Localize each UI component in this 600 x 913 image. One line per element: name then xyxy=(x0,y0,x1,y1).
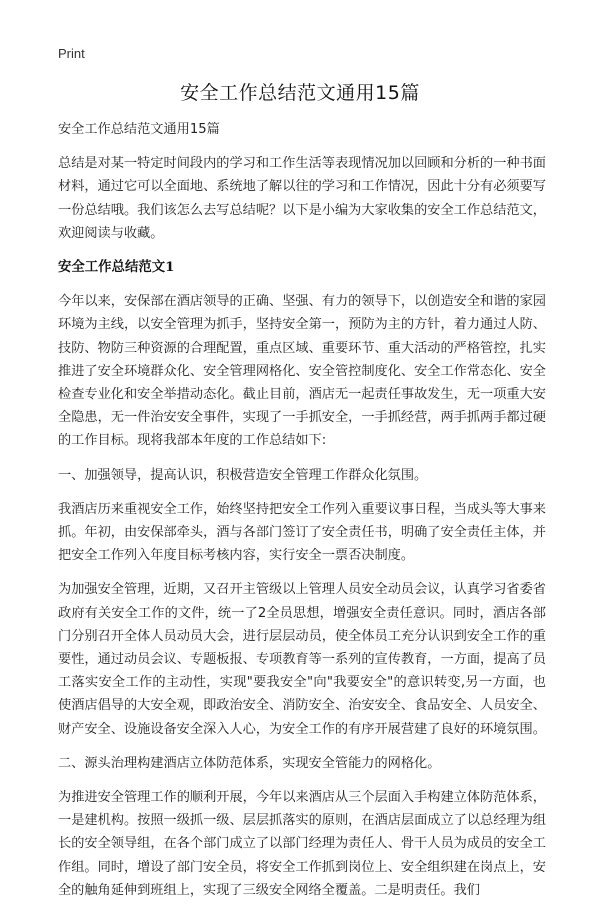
section-subheading: 一、加强领导，提高认识，积极营造安全管理工作群众化氛围。 xyxy=(58,467,428,483)
body-paragraph: 为加强安全管理，近期，又召开主管级以上管理人员安全动员会议，认真学习省委省政府有关安全工作的文件，统一了2全员思想，增强安全责任意识。同时，酒店各部门分别召开全体人员动员大会，进行层层动员，使全体员工充分认识到安全工作的重要性，通过动员会议、专题板报、专项教育等一系列的宣传教育，一方面，提高了员工落实安全工作的主动性，实现"要我安全"向"我要安全"的意识转变,另一方面，也使酒店倡导的大安全观，即政治安全、消防安全、治安安全、食品安全、人员安全、财产安全、设施设备安全深入人心，为安全工作的有序开展营建了良好的环境氛围。 xyxy=(58,582,546,737)
body-paragraph: 今年以来，安保部在酒店领导的正确、坚强、有力的领导下，以创造安全和谐的家园环境为主线，以安全管理为抓手，坚持安全第一，预防为主的方针，着力通过人防、技防、物防三种资源的合理配置，重点区域、重要环节、重大活动的严格管控，扎实推进了安全环境群众化、安全管理网格化、安全管控制度化、安全工作常态化、安全检查专业化和安全举措动态化。截止目前，酒店无一起责任事故发生，无一项重大安全隐患，无一件治安安全事件，实现了一手抓安全，一手抓经营，两手抓两手都过硬的工作目标。现将我部本年度的工作总结如下: xyxy=(58,294,546,449)
section-heading: 安全工作总结范文1 xyxy=(58,259,175,276)
document-body xyxy=(58,118,546,913)
document-title: 安全工作总结范文通用15篇 xyxy=(180,82,420,104)
body-paragraph: 为推进安全管理工作的顺利开展，今年以来酒店从三个层面入手构建立体防范体系，一是建机构。按照一级抓一级、层层抓落实的原则，在酒店层面成立了以总经理为组长的安全领导组，在各个部门成立了以部门经理为责任人、骨干人员为成员的安全工作组。同时，增设了部门安全员，将安全工作抓到岗位上、安全组织建在岗点上，安全的触角延伸到班组上，实现了三级安全网络全覆盖。二是明责任。我们 xyxy=(58,790,546,898)
body-paragraph: 我酒店历来重视安全工作，始终坚持把安全工作列入重要议事日程，当成头等大事来抓。年初，由安保部牵头，酒与各部门签订了安全责任书，明确了安全责任主体，并把安全工作列入年度目标考核内容，实行安全一票否决制度。 xyxy=(58,501,546,564)
print-link[interactable]: Print xyxy=(58,46,85,61)
section-subheading: 二、源头治理构建酒店立体防范体系，实现安全管能力的网格化。 xyxy=(58,755,441,771)
intro-paragraph: 总结是对某一特定时间段内的学习和工作生活等表现情况加以回顾和分析的一种书面材料，通过它可以全面地、系统地了解以往的学习和工作情况，因此十分有必须要写一份总结哦。我们该怎么去写总结呢？以下是小编为大家收集的安全工作总结范文，欢迎阅读与收藏。 xyxy=(58,156,546,241)
document-subtitle: 安全工作总结范文通用15篇 xyxy=(58,122,220,137)
